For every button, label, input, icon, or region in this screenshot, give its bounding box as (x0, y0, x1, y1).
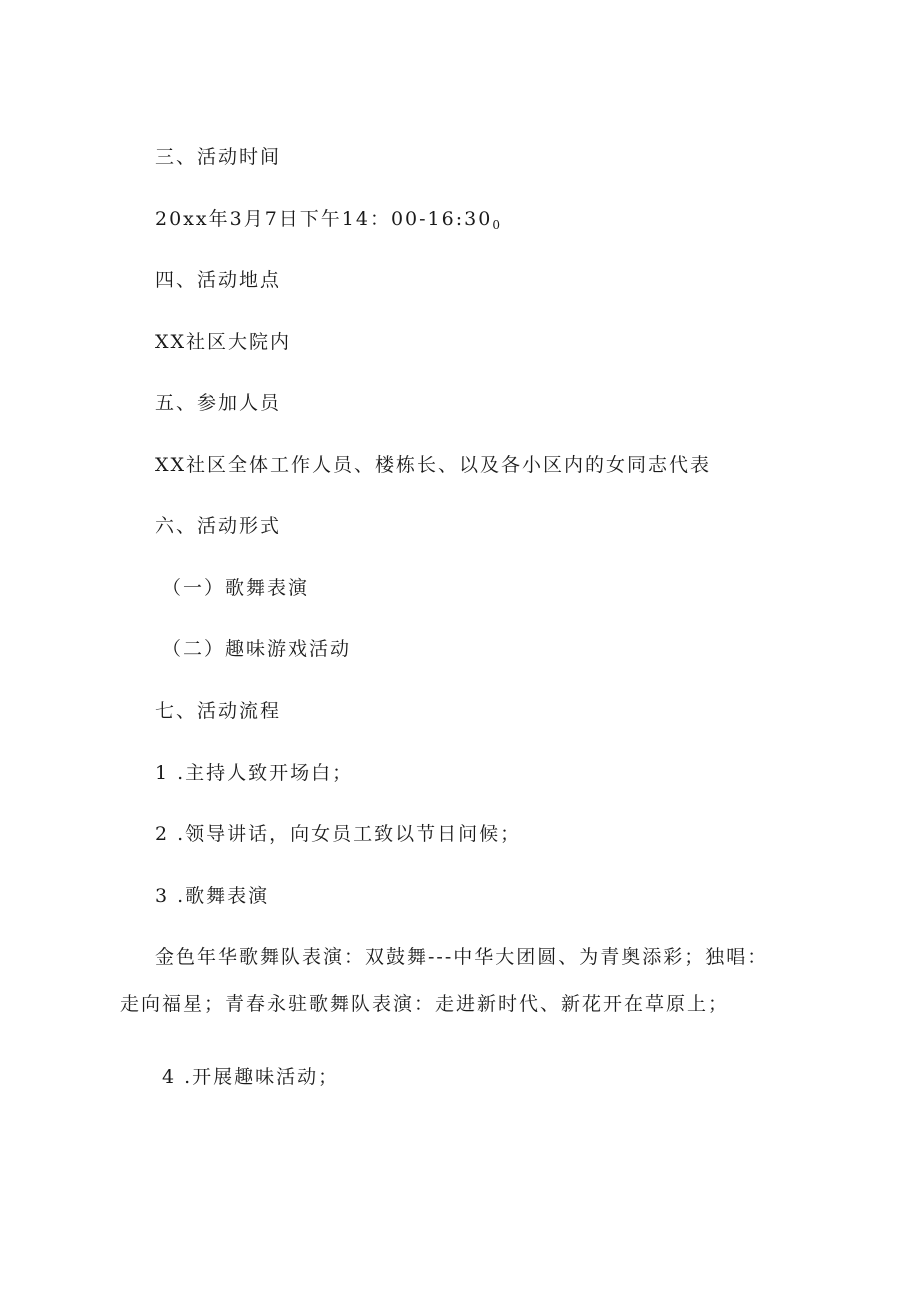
activity-time-value: 20xx年3月7日下午14：00-16:30 (155, 208, 493, 230)
heading-activity-form: 六、活动形式 (155, 515, 282, 537)
activity-place-text: XX社区大院内 (155, 331, 292, 353)
participants-text: XX社区全体工作人员、楼栋长、以及各小区内的女同志代表 (155, 454, 712, 476)
form-item-song-dance: （一）歌舞表演 (162, 577, 310, 599)
activity-time-suffix: 0 (492, 218, 500, 232)
heading-activity-time: 三、活动时间 (155, 146, 282, 168)
performance-line-2: 走向福星；青春永驻歌舞队表演：走进新时代、新花开在草原上； (120, 993, 730, 1015)
activity-time-text (155, 210, 500, 231)
heading-activity-place: 四、活动地点 (155, 269, 282, 291)
performance-line-1: 金色年华歌舞队表演：双鼓舞---中华大团圆、为青奥添彩；独唱： (155, 946, 769, 968)
process-item-2: 2 .领导讲话，向女员工致以节日问候； (155, 823, 522, 845)
heading-activity-process: 七、活动流程 (155, 700, 282, 722)
process-item-3: 3 .歌舞表演 (155, 885, 270, 907)
process-item-4: 4 .开展趣味活动； (162, 1066, 340, 1088)
heading-participants: 五、参加人员 (155, 392, 282, 414)
process-item-1: 1 .主持人致开场白； (155, 762, 354, 784)
form-item-games: （二）趣味游戏活动 (162, 638, 352, 660)
